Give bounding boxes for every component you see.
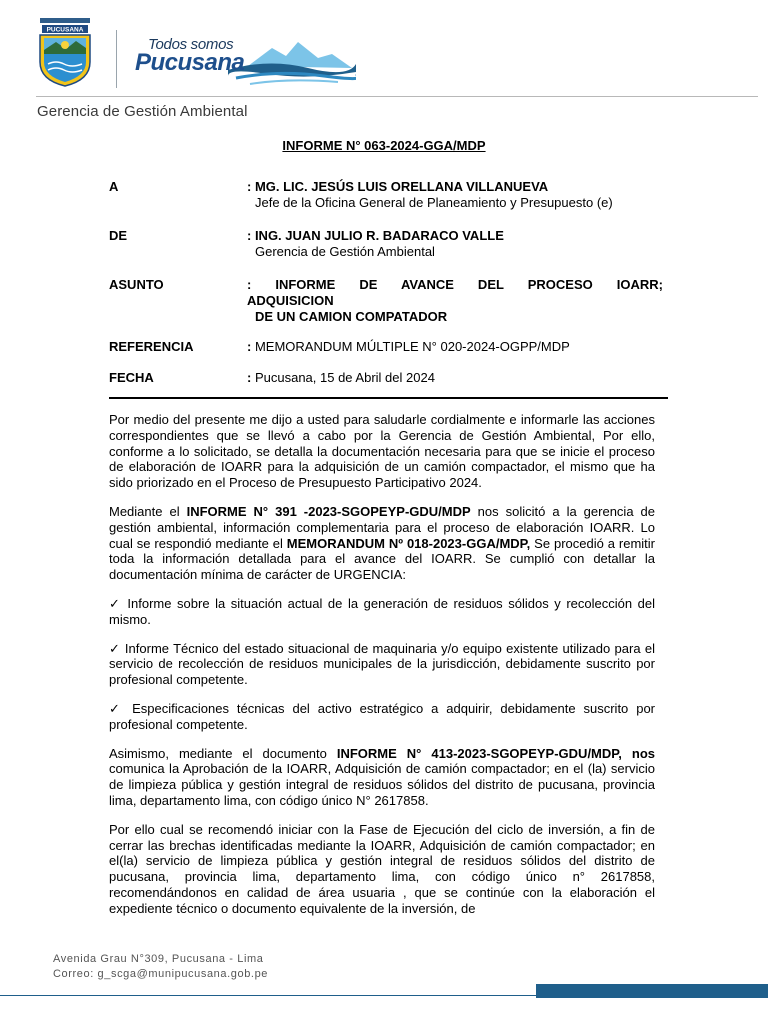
logo-divider — [116, 30, 117, 88]
p3-informe-ref: INFORME N° 413-2023-SGOPEYP-GDU/MDP, nos — [336, 745, 655, 761]
field-a-label: A — [109, 179, 119, 194]
field-referencia-value — [247, 339, 570, 355]
field-de-value — [247, 228, 504, 260]
section-separator — [109, 397, 668, 399]
p3-text-c: comunica la Aprobación de la IOARR, Adquisición de camión compactador; en el (la) servicio de limpieza pública y gestión integral de residuos sólidos del distrito de pucusana, provincia lima, departamento lima, con código único N° 2617858. — [109, 761, 655, 808]
p3-text-a: Asimismo, mediante el documento — [109, 745, 337, 761]
field-asunto-label: ASUNTO — [109, 277, 164, 292]
fecha-colon: : — [247, 370, 252, 385]
asunto-line-2: ADQUISICION — [247, 293, 334, 308]
brand-logo — [132, 32, 362, 92]
field-asunto-value — [247, 277, 663, 325]
header-rule — [36, 96, 758, 97]
paragraph-1: Por medio del presente me dijo a usted para saludarle cordialmente e informarle las acciones correspondientes que se llevó a cabo por la Gerencia de Gestión Ambiental, Por ello, conforme a lo solicitado, se detalla la documentación necesaria para que se inicie el proceso de elaboración de IOARR para la adquisición de un camión compactador, el mismo que ha sido priorizado en el Proceso de Presupuesto Participativo 2024. — [109, 412, 655, 491]
checklist-item-1: ✓ Informe sobre la situación actual de la generación de residuos sólidos y recolección del mismo. — [109, 595, 655, 627]
municipal-seal-icon — [36, 16, 94, 88]
brand-name: Pucusana — [135, 49, 245, 76]
field-de-label: DE — [109, 228, 128, 243]
sender-name: : ING. JUAN JULIO R. BADARACO VALLE — [247, 228, 504, 243]
paragraph-2 — [109, 504, 655, 583]
field-a-value — [247, 179, 613, 211]
checklist-item-3: ✓ Especificaciones técnicas del activo estratégico a adquirir, debidamente suscrito por profesional competente. — [109, 700, 655, 732]
footer-address: Avenida Grau N°309, Pucusana - Lima — [53, 953, 264, 965]
brand-tagline: Todos somos — [148, 36, 234, 53]
seal-text: PUCUSANA — [46, 26, 84, 34]
sender-role: Gerencia de Gestión Ambiental — [255, 244, 435, 259]
header-logos — [36, 14, 336, 94]
footer-email: Correo: g_scga@munipucusana.gob.pe — [53, 968, 269, 980]
asunto-line-3: DE UN CAMION COMPATADOR — [255, 309, 448, 324]
paragraph-3 — [109, 746, 655, 809]
paragraph-4: Por ello cual se recomendó iniciar con la Fase de Ejecución del ciclo de inversión, a fin de cerrar las brechas identificadas mediante la IOARR, Adquisición de camión compactador; en el(la) servicio de limpieza pública y gestión integral de residuos sólidos del distrito de pucusana, provincia lima, departamento lima, con código único n° 2617858, recomendándonos en calidad de área usuaria , que se continúe con la elaboración el expediente técnico o documento equivalente de la inversión, de — [109, 821, 655, 916]
recipient-role: Jefe de la Oficina General de Planeamiento y Presupuesto (e) — [255, 195, 613, 210]
department-name: Gerencia de Gestión Ambiental — [37, 103, 248, 120]
document-title: INFORME N° 063-2024-GGA/MDP — [282, 138, 486, 153]
p2-text-e: Se procedió a remitir toda la información detallada para el avance del IOARR. Se cumplió con detallar la documentación mínima de carácter de URGENCIA: — [109, 535, 655, 583]
p2-text-a: Mediante el — [109, 503, 187, 519]
footer-contact — [53, 952, 268, 982]
footer-bar — [536, 984, 768, 998]
wave-mountain-icon — [228, 36, 356, 90]
asunto-line-1: : INFORME DE AVANCE DEL PROCESO IOARR; — [247, 277, 663, 292]
referencia-colon: : — [247, 339, 252, 354]
p2-text-c: nos solicitó a la gerencia de gestión ambiental, información complementaria para el proceso de elaboración IOARR. Lo cual se respondió mediante el — [109, 503, 655, 551]
referencia-text: MEMORANDUM MÚLTIPLE N° 020-2024-OGPP/MDP — [251, 339, 570, 354]
field-fecha-label: FECHA — [109, 370, 154, 385]
footer-line — [0, 995, 536, 996]
checklist-item-2: ✓ Informe Técnico del estado situacional de maquinaria y/o equipo existente utilizado para el servicio de recolección de residuos municipales de la jurisdicción, debidamente suscrito por profesional competente. — [109, 640, 655, 688]
field-fecha-value — [247, 370, 435, 386]
p2-memorandum-ref: MEMORANDUM Nº 018-2023-GGA/MDP, — [286, 535, 531, 551]
recipient-name: : MG. LIC. JESÚS LUIS ORELLANA VILLANUEVA — [247, 179, 549, 194]
p2-informe-ref: INFORME N° 391 -2023-SGOPEYP-GDU/MDP — [186, 503, 471, 519]
document-body — [109, 412, 655, 930]
fecha-text: Pucusana, 15 de Abril del 2024 — [251, 370, 435, 385]
field-referencia-label: REFERENCIA — [109, 339, 194, 354]
